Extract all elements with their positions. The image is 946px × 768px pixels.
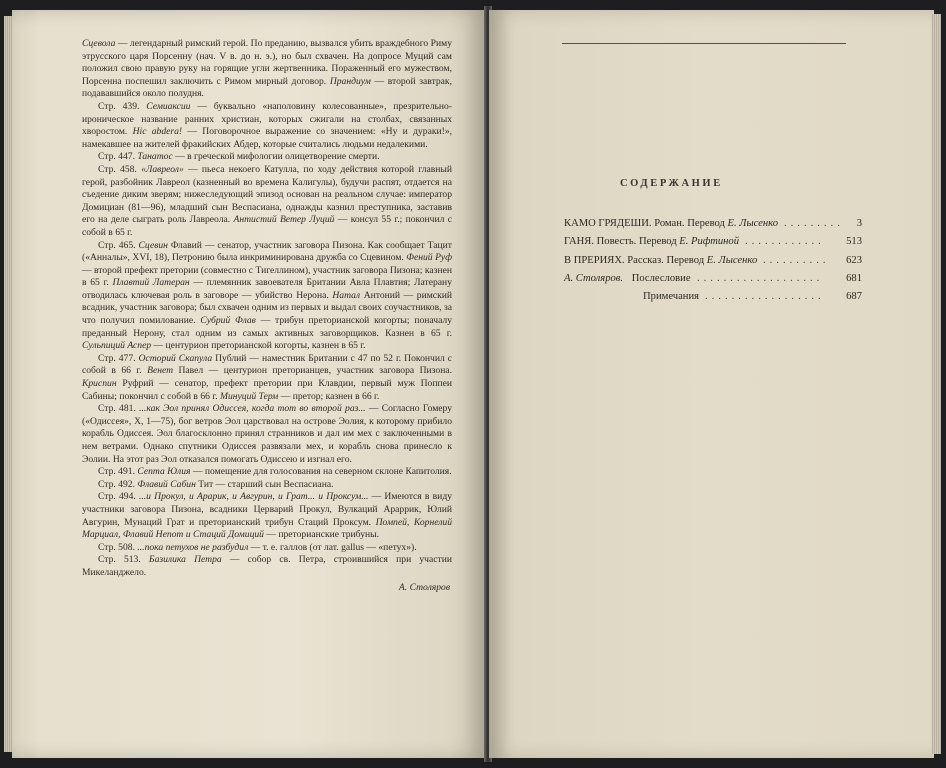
- toc-page-number: 681: [846, 272, 862, 284]
- endnote-text: Стр. 508.: [98, 541, 138, 553]
- toc-leader-dots: ............: [745, 236, 825, 248]
- endnote-text: — пьеса некоего Катулла, по ходу действия которой главный герой, разбойник Лавреол (казненный во времена Калигулы), будучи распят, отдается на съедение диким зверям; нижеследующий эпизод основан на реальном случае: император Домициан (81—96), младший сын Веспасиана, однажды казнил преступника, заставив его на деле сыграть роль Лавреола.: [82, 163, 452, 226]
- endnote-text: — трибун преторианской когорты; поначалу преданный Нерону, стал одним из самых активных заговорщиков. Казнен в 65 г.: [82, 315, 452, 339]
- endnote-paragraph: [82, 491, 452, 541]
- endnote-text: — центурион преторианской когорты, казнен в 65 г.: [151, 340, 366, 352]
- endnote-paragraph: [82, 403, 452, 466]
- endnote-text: Стр. 439.: [98, 100, 147, 112]
- endnote-text: Флавий — сенатор, участник заговора Пизона. Как сообщает Тацит («Анналы», XVI, 18), Петронию была инкриминирована дружба со Сцевином.: [82, 239, 452, 264]
- toc-mid: Повесть. Перевод: [594, 236, 680, 248]
- endnote-term: ...и Прокул, и Арарик, и Авгурин, и Грат... и Проксум...: [138, 491, 369, 503]
- endnote-term: Плавтий Латеран: [112, 277, 190, 289]
- endnote-paragraph: [82, 151, 452, 164]
- toc-entry-label: [564, 255, 757, 266]
- endnote-term: Осторий Скапула: [138, 352, 213, 364]
- toc-pre: ГАНЯ.: [564, 236, 594, 248]
- toc-after: Примечания: [643, 291, 699, 303]
- endnote-term: ...как Эол принял Одиссея, когда тот во второй раз...: [139, 403, 366, 415]
- endnote-term: Фений Руф: [406, 252, 453, 264]
- endnote-text: Стр. 458.: [98, 163, 142, 175]
- endnote-text: — т. е. галлов (от лат. gallus — «петух»).: [248, 541, 417, 553]
- endnote-term: Криспин: [82, 378, 117, 390]
- endnote-paragraph: [82, 542, 452, 555]
- toc-leader-dots: ...................: [697, 272, 824, 284]
- endnote-text: Стр. 477.: [98, 352, 139, 364]
- endnote-paragraph: [82, 466, 452, 479]
- toc-pre: КАМО ГРЯДЕШИ.: [564, 218, 652, 229]
- toc-author: А. Столяров.: [564, 272, 624, 284]
- toc-page-number: 687: [846, 291, 862, 303]
- endnote-term: ...пока петухов не разбудил: [137, 541, 249, 553]
- toc-entry: [564, 255, 862, 273]
- endnote-term: Септа Юлия: [137, 466, 191, 478]
- endnote-paragraph: [82, 353, 452, 403]
- toc-pre: В ПРЕРИЯХ.: [564, 254, 625, 266]
- endnote-text: — собор св. Петра, строившийся при участии Микеланджело.: [82, 554, 452, 578]
- endnote-text: Павел — центурион преторианцев, участник заговора Пизона.: [173, 365, 452, 377]
- endnote-text: — Имеются в виду участники заговора Пизона, всадники Церварий Прокул, Вулкаций Араррик, Юлий Авгурин, Мунаций Грат и преторианский трибун Стаций Проксум.: [82, 491, 452, 528]
- endnote-term: Сульпиций Аспер: [82, 340, 152, 352]
- endnote-text: Стр. 491.: [98, 466, 138, 478]
- toc-entry: [564, 291, 862, 309]
- toc-mid: Рассказ. Перевод: [624, 254, 707, 266]
- endnote-text: — консул 55 г.; покончил с собой в 65 г.: [82, 214, 453, 238]
- toc-author: Е. Рифтиной: [679, 236, 739, 248]
- toc-entry-label: [564, 236, 739, 247]
- endnote-text: Стр. 513.: [98, 554, 149, 566]
- endnote-text: Стр. 494.: [98, 491, 139, 503]
- endnote-text: — Поговорочное выражение со значением: «Ну и дураки!», намекавшее на жителей фракийских Абдер, которые считались людьми недалекими.: [82, 126, 453, 150]
- toc-author: Е. Лысенко: [727, 218, 779, 229]
- toc-entry-label: [564, 218, 778, 229]
- endnote-text: Стр. 447.: [98, 151, 138, 163]
- endnote-text: Стр. 465.: [98, 239, 139, 251]
- endnote-term: Венет: [147, 365, 174, 377]
- endnotes-text: [82, 38, 452, 594]
- toc-leader-dots: ..................: [705, 291, 825, 303]
- endnote-text: Руфрий — сенатор, префект претории при Клавдии, первый муж Поппеи Сабины; покончил с собой в 66 г.: [82, 378, 452, 402]
- endnote-text: — второй префект претории (совместно с Тигеллином), участник заговора Пизона; казнен в 65 г.: [82, 264, 452, 289]
- endnote-text: — племянник завоевателя Британии Авла Плавтия; Латерану отводилась ключевая роль в заговоре — убийство Нерона.: [82, 277, 452, 301]
- toc-title: СОДЕРЖАНИЕ: [620, 178, 723, 189]
- toc-entry: [564, 273, 862, 291]
- endnote-term: Антистий Ветер Луций: [233, 214, 335, 226]
- endnote-term: Прандиум: [329, 75, 371, 87]
- endnote-term: «Лавреол»: [141, 163, 184, 175]
- toc-entry: [564, 236, 862, 254]
- endnote-term: Сцевин: [138, 239, 168, 251]
- endnote-text: Стр. 481.: [98, 403, 140, 415]
- endnote-text: — преторианские трибуны.: [263, 529, 379, 541]
- endnote-paragraph: [82, 479, 452, 492]
- endnote-text: — претор; казнен в 66 г.: [278, 390, 380, 402]
- endnote-text: — в греческой мифологии олицетворение смерти.: [172, 151, 380, 163]
- endnote-term: Hic abdera!: [132, 126, 183, 138]
- endnote-text: — второй завтрак, подававшийся около полудня.: [82, 75, 452, 100]
- right-page: [489, 10, 934, 758]
- endnote-text: — легендарный римский герой. По преданию, вызвался убить враждебного Риму этрусского царя Порсенну (нач. V в. до н. э.), но был схвачен. На допросе Муций сам положил свою правую руку на горящие угли жертвенника. Пораженный его мужеством, Порсенна поспешил заключить с Римом мирный договор.: [82, 38, 452, 87]
- endnote-paragraph: [82, 554, 452, 579]
- toc-page-number: 513: [846, 236, 862, 248]
- endnote-text: — помещение для голосования на северном склоне Капитолия.: [190, 466, 452, 478]
- toc-mid: Роман. Перевод: [651, 218, 728, 229]
- endnote-paragraph: [82, 38, 452, 101]
- right-page-edges: [932, 14, 941, 754]
- toc-entry-label: [643, 291, 699, 302]
- table-of-contents: [564, 218, 862, 309]
- toc-leader-dots: .........: [784, 218, 844, 229]
- endnote-text: — Согласно Гомеру («Одиссея», X, 1—75), бог ветров Эол царствовал на острове Эолия, к которому прибило корабль Одиссея. Эол благосклонно принял странников и дал им мех с заключенными в нем ветрами. Однако спутники Одиссея развязали мех, и корабль снова принесло к Эолии. На этот раз Эол отказался помогать Одиссею и изгнал его.: [82, 403, 452, 465]
- toc-after: Послесловие: [629, 272, 691, 284]
- endnote-text: Тит — старший сын Веспасиана.: [195, 478, 334, 490]
- toc-page-number: 623: [846, 254, 862, 266]
- endnote-text: Антоний — римский всадник, участник заговора; был схвачен одним из первых и выдал своих соучастников, за что получил помилование.: [82, 289, 452, 327]
- endnote-paragraph: [82, 164, 452, 240]
- endnote-term: Флавий Сабин: [137, 478, 196, 490]
- endnote-paragraph: [82, 101, 452, 151]
- endnote-term: Семиаксии: [146, 100, 191, 112]
- endnote-term: Натал: [332, 289, 361, 301]
- toc-entry: [564, 218, 862, 236]
- endnote-paragraph: [82, 240, 452, 353]
- endnote-term: Базилика Петра: [148, 554, 222, 566]
- endnote-text: — буквально «наполовину колесованные», презрительно-ироническое название ранних христиан, которых сжигали на столбах, связанных хворостом.: [82, 100, 452, 138]
- endnote-term: Помпей, Корнелий Марциал, Флавий Непот и Стаций Домиций: [82, 516, 452, 541]
- toc-leader-dots: ..........: [763, 254, 830, 266]
- toc-entry-label: [564, 273, 691, 284]
- endnote-term: Танатос: [137, 151, 173, 163]
- endnote-term: Сцевола: [82, 38, 116, 49]
- endnote-text: Публий — наместник Британии с 47 по 52 г. Покончил с собой в 66 г.: [82, 352, 452, 377]
- toc-author: Е. Лысенко: [706, 254, 758, 266]
- endnote-text: Стр. 492.: [98, 478, 138, 490]
- header-rule: [562, 43, 846, 44]
- afterword-signature: А. Столяров: [398, 581, 450, 593]
- toc-page-number: 3: [856, 218, 862, 229]
- endnote-term: Минуций Терм: [220, 390, 279, 402]
- endnote-term: Субрий Флав: [200, 315, 256, 327]
